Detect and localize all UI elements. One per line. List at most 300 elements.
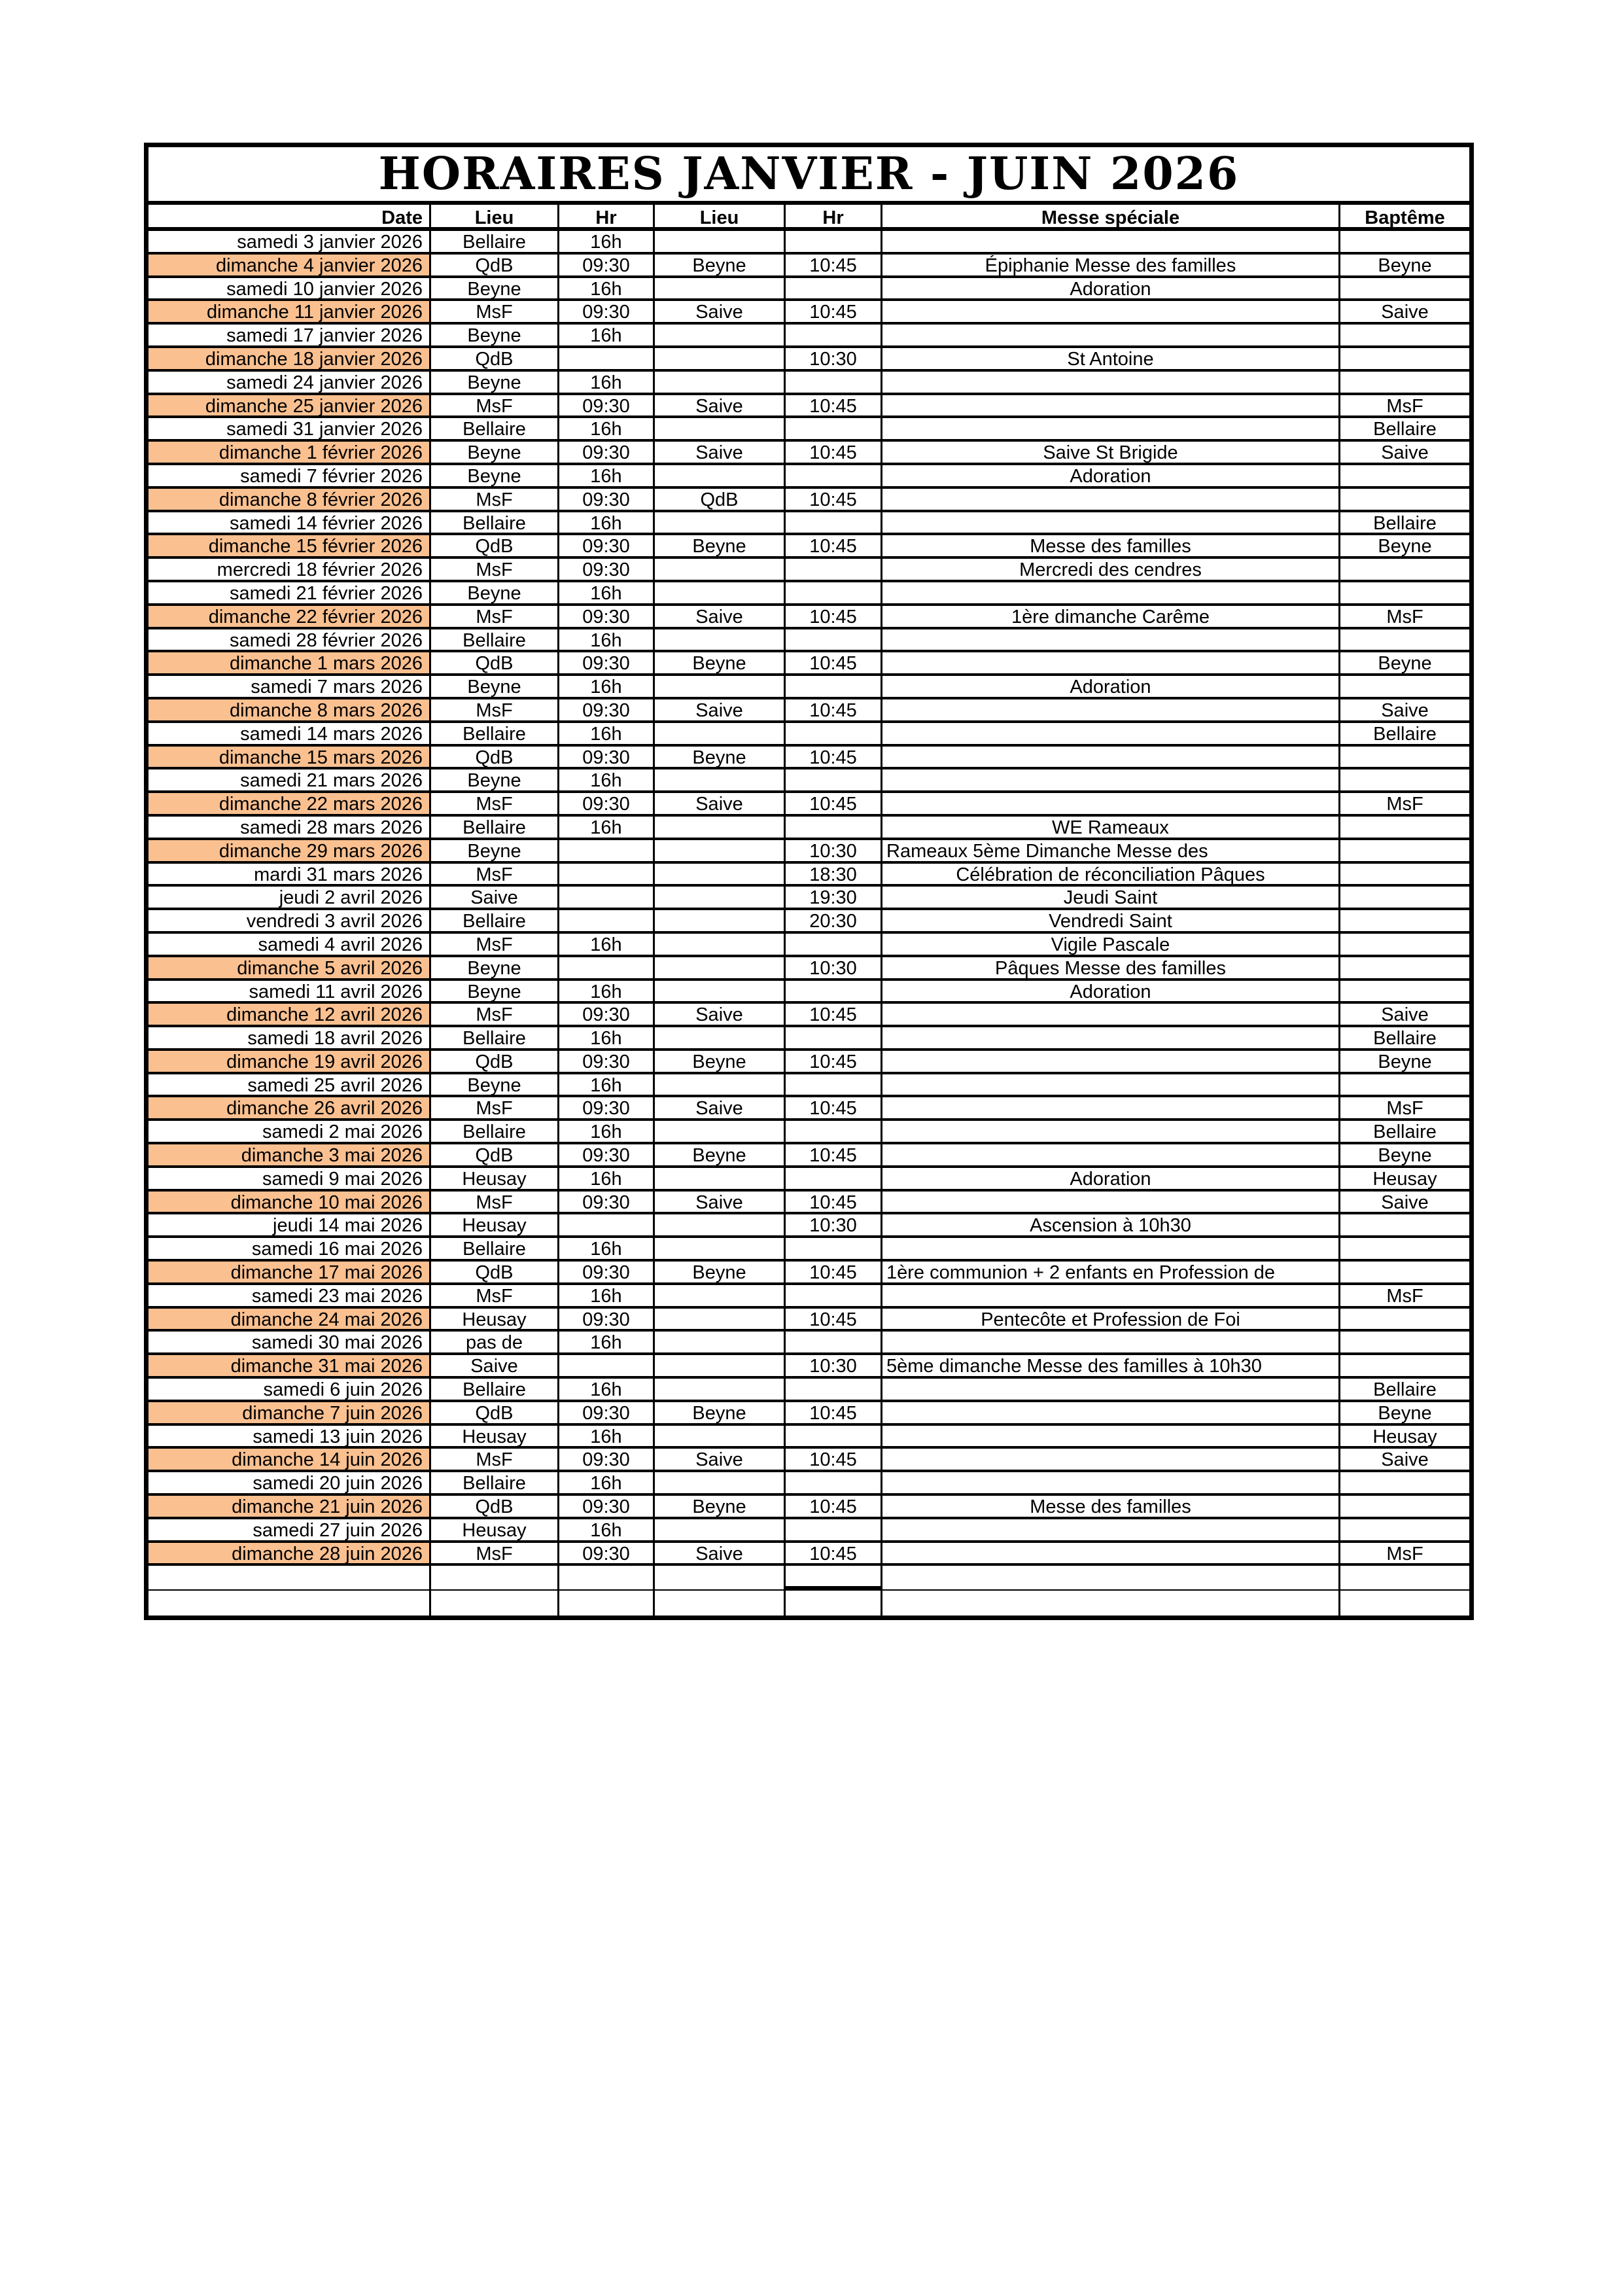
table-row [148, 1496, 1469, 1519]
cell-messe-speciale: Adoration [882, 278, 1340, 299]
cell-lieu-2: Beyne [655, 1402, 786, 1423]
cell-date: dimanche 8 février 2026 [148, 489, 431, 510]
cell-date: dimanche 8 mars 2026 [148, 699, 431, 720]
cell-messe-speciale: St Antoine [882, 348, 1340, 369]
cell-lieu-1: Heusay [431, 1426, 559, 1447]
cell-lieu-1: Bellaire [431, 629, 559, 650]
cell-date: samedi 28 mars 2026 [148, 817, 431, 838]
cell-bapteme: Bellaire [1373, 512, 1437, 533]
cell-hr-2 [786, 582, 882, 603]
cell-messe-speciale [882, 723, 1340, 744]
cell-messe-speciale [882, 582, 1340, 603]
cell-bapteme [1340, 1519, 1469, 1540]
cell-hr-2 [786, 934, 882, 955]
cell-lieu-2 [655, 629, 786, 650]
cell-lieu-1 [431, 1566, 559, 1589]
cell-hr-2 [786, 1519, 882, 1540]
table-row [148, 1051, 1469, 1074]
cell-hr-2: 10:45 [786, 255, 882, 275]
cell-date: samedi 14 février 2026 [148, 512, 431, 533]
cell-bapteme [1340, 769, 1469, 790]
cell-messe-speciale: Vendredi Saint [882, 910, 1340, 931]
header-row [148, 205, 1469, 231]
cell-lieu-2 [655, 1591, 786, 1616]
cell-hr-2 [786, 465, 882, 486]
cell-messe-speciale [882, 489, 1340, 510]
cell-messe-speciale [882, 1004, 1340, 1025]
cell-bapteme [1340, 887, 1469, 908]
cell-lieu-1: Bellaire [431, 817, 559, 838]
cell-hr-1: 16h [559, 629, 655, 650]
cell-hr-2: 10:45 [786, 1496, 882, 1517]
cell-lieu-2 [655, 1332, 786, 1352]
cell-bapteme: Saive [1381, 1192, 1429, 1212]
cell-lieu-1: MsF [431, 1285, 559, 1306]
cell-date: dimanche 12 avril 2026 [148, 1004, 431, 1025]
cell-hr-2 [786, 418, 882, 439]
cell-bapteme [1340, 1262, 1469, 1282]
header-cell-bapteme: Baptême [1365, 207, 1445, 227]
cell-bapteme [1340, 840, 1469, 861]
cell-hr-2 [786, 559, 882, 580]
cell-hr-2 [786, 981, 882, 1002]
cell-lieu-1 [431, 1591, 559, 1616]
cell-lieu-1: Beyne [431, 465, 559, 486]
table-row [148, 747, 1469, 770]
cell-hr-1: 09:30 [559, 1192, 655, 1212]
cell-date: samedi 2 mai 2026 [148, 1121, 431, 1142]
table-row [148, 559, 1469, 582]
cell-messe-speciale: Ascension à 10h30 [882, 1214, 1340, 1235]
cell-hr-1: 09:30 [559, 747, 655, 768]
cell-bapteme: Bellaire [1373, 1122, 1437, 1142]
cell-lieu-2: Saive [655, 1543, 786, 1564]
table-row [148, 1472, 1469, 1496]
cell-messe-speciale [882, 629, 1340, 650]
cell-messe-speciale: Mercredi des cendres [882, 559, 1340, 580]
cell-hr-1: 16h [559, 325, 655, 345]
cell-bapteme: MsF [1386, 1543, 1423, 1564]
cell-lieu-2 [655, 559, 786, 580]
cell-messe-speciale: 1ère communion + 2 enfants en Profession de [882, 1262, 1340, 1282]
cell-messe-speciale [882, 747, 1340, 768]
cell-hr-1: 16h [559, 1472, 655, 1493]
cell-bapteme [1340, 489, 1469, 510]
cell-lieu-2 [655, 465, 786, 486]
cell-hr-2 [786, 1168, 882, 1189]
cell-lieu-1: Saive [431, 887, 559, 908]
cell-messe-speciale [882, 1543, 1340, 1564]
cell-lieu-1: Heusay [431, 1519, 559, 1540]
cell-messe-speciale: WE Rameaux [882, 817, 1340, 838]
cell-bapteme [1340, 1566, 1469, 1589]
cell-lieu-1: Bellaire [431, 418, 559, 439]
cell-hr-2 [786, 1238, 882, 1259]
cell-hr-2: 20:30 [786, 910, 882, 931]
cell-hr-1: 09:30 [559, 606, 655, 627]
cell-messe-speciale [882, 1238, 1340, 1259]
cell-hr-1: 09:30 [559, 489, 655, 510]
cell-lieu-1: MsF [431, 1097, 559, 1118]
table-row [148, 1309, 1469, 1332]
table-row [148, 887, 1469, 910]
cell-messe-speciale: Messe des familles [882, 535, 1340, 556]
cell-hr-1: 09:30 [559, 535, 655, 556]
cell-lieu-2 [655, 1472, 786, 1493]
cell-lieu-1: MsF [431, 1449, 559, 1470]
cell-bapteme: Beyne [1378, 653, 1432, 674]
table-row [148, 1285, 1469, 1309]
cell-messe-speciale: Célébration de réconciliation Pâques [882, 864, 1340, 885]
cell-bapteme: Bellaire [1373, 1379, 1437, 1400]
cell-hr-1: 16h [559, 418, 655, 439]
table-row [148, 278, 1469, 302]
cell-bapteme: MsF [1386, 395, 1423, 416]
cell-lieu-1: pas de [431, 1332, 559, 1352]
cell-date: dimanche 21 juin 2026 [148, 1496, 431, 1517]
cell-lieu-1: QdB [431, 348, 559, 369]
cell-hr-1: 09:30 [559, 301, 655, 322]
table-row [148, 1543, 1469, 1566]
cell-lieu-1: Beyne [431, 582, 559, 603]
table-row [148, 1192, 1469, 1215]
cell-date: samedi 4 avril 2026 [148, 934, 431, 955]
table-row [148, 652, 1469, 676]
cell-hr-2 [786, 1332, 882, 1352]
header-cell-messe-speciale: Messe spéciale [882, 205, 1340, 227]
cell-date: dimanche 10 mai 2026 [148, 1192, 431, 1212]
cell-hr-2 [786, 1074, 882, 1095]
cell-bapteme [1340, 1074, 1469, 1095]
table-row [148, 442, 1469, 465]
cell-hr-2: 19:30 [786, 887, 882, 908]
empty-row [148, 1591, 1469, 1616]
cell-lieu-2 [655, 278, 786, 299]
cell-lieu-1: QdB [431, 652, 559, 673]
table-row [148, 1519, 1469, 1543]
cell-lieu-1: QdB [431, 1144, 559, 1165]
cell-bapteme: Bellaire [1373, 1028, 1437, 1048]
cell-hr-2 [786, 512, 882, 533]
cell-lieu-2 [655, 910, 786, 931]
table-row [148, 582, 1469, 606]
cell-lieu-1: QdB [431, 1496, 559, 1517]
cell-lieu-2 [655, 1074, 786, 1095]
cell-hr-2: 10:45 [786, 1097, 882, 1118]
cell-date: dimanche 1 février 2026 [148, 442, 431, 463]
cell-hr-1: 16h [559, 981, 655, 1002]
table-row [148, 676, 1469, 699]
cell-hr-2: 10:45 [786, 1192, 882, 1212]
cell-bapteme [1340, 1238, 1469, 1259]
table-row [148, 395, 1469, 419]
cell-lieu-2: Saive [655, 442, 786, 463]
cell-lieu-1: MsF [431, 864, 559, 885]
table-row [148, 418, 1469, 442]
cell-lieu-2: Saive [655, 699, 786, 720]
cell-hr-1: 09:30 [559, 395, 655, 416]
cell-bapteme: Saive [1381, 302, 1429, 323]
table-row [148, 1262, 1469, 1285]
cell-hr-2 [786, 1472, 882, 1493]
cell-lieu-2 [655, 1519, 786, 1540]
cell-hr-2: 10:45 [786, 1309, 882, 1330]
cell-hr-1: 09:30 [559, 559, 655, 580]
table-row [148, 1144, 1469, 1168]
cell-lieu-2: Beyne [655, 1496, 786, 1517]
cell-bapteme [1340, 1591, 1469, 1616]
page-title: HORAIRES JANVIER - JUIN 2026 [148, 147, 1469, 205]
cell-bapteme [1340, 817, 1469, 838]
cell-bapteme: Beyne [1378, 255, 1432, 275]
cell-hr-1 [559, 887, 655, 908]
cell-hr-1: 09:30 [559, 793, 655, 814]
cell-date: dimanche 26 avril 2026 [148, 1097, 431, 1118]
cell-hr-2 [786, 231, 882, 252]
cell-date: samedi 21 mars 2026 [148, 769, 431, 790]
cell-lieu-1: MsF [431, 793, 559, 814]
cell-hr-1: 16h [559, 676, 655, 697]
cell-date: dimanche 11 janvier 2026 [148, 301, 431, 322]
cell-messe-speciale: Adoration [882, 981, 1340, 1002]
cell-messe-speciale: Épiphanie Messe des familles [882, 255, 1340, 275]
cell-hr-2: 10:45 [786, 1262, 882, 1282]
table-row [148, 1214, 1469, 1238]
table-row [148, 489, 1469, 512]
cell-bapteme: MsF [1386, 606, 1423, 627]
cell-date: samedi 3 janvier 2026 [148, 231, 431, 252]
cell-messe-speciale: Rameaux 5ème Dimanche Messe des [882, 840, 1340, 861]
cell-lieu-1: MsF [431, 1192, 559, 1212]
cell-lieu-2 [655, 1355, 786, 1376]
cell-lieu-1: Heusay [431, 1214, 559, 1235]
table-row [148, 1027, 1469, 1051]
cell-lieu-1: Bellaire [431, 1121, 559, 1142]
cell-hr-2: 10:45 [786, 1004, 882, 1025]
cell-lieu-1: Bellaire [431, 1027, 559, 1048]
cell-lieu-1: MsF [431, 559, 559, 580]
cell-lieu-2 [655, 887, 786, 908]
cell-hr-1: 16h [559, 1285, 655, 1306]
cell-hr-1: 16h [559, 769, 655, 790]
table-row [148, 535, 1469, 559]
cell-date: dimanche 15 février 2026 [148, 535, 431, 556]
header-cell-hr-2: Hr [786, 205, 882, 227]
cell-bapteme: Beyne [1378, 1051, 1432, 1072]
table-row [148, 957, 1469, 981]
cell-hr-1 [559, 1214, 655, 1235]
cell-bapteme [1340, 957, 1469, 978]
cell-hr-1: 16h [559, 1379, 655, 1400]
cell-lieu-1: Beyne [431, 1074, 559, 1095]
cell-lieu-2 [655, 231, 786, 252]
cell-messe-speciale: Vigile Pascale [882, 934, 1340, 955]
cell-hr-1: 16h [559, 372, 655, 393]
table-row [148, 372, 1469, 395]
cell-bapteme [1340, 1355, 1469, 1376]
cell-hr-1: 16h [559, 231, 655, 252]
cell-hr-1 [559, 1355, 655, 1376]
cell-date: samedi 6 juin 2026 [148, 1379, 431, 1400]
cell-bapteme [1340, 1472, 1469, 1493]
cell-messe-speciale [882, 652, 1340, 673]
cell-lieu-1: MsF [431, 301, 559, 322]
table-row [148, 1379, 1469, 1402]
cell-lieu-1: Bellaire [431, 910, 559, 931]
cell-date: jeudi 14 mai 2026 [148, 1214, 431, 1235]
cell-date [148, 1591, 431, 1616]
cell-hr-1: 16h [559, 1074, 655, 1095]
cell-messe-speciale [882, 1027, 1340, 1048]
cell-lieu-1: Bellaire [431, 512, 559, 533]
table-row [148, 629, 1469, 653]
cell-hr-2: 10:45 [786, 395, 882, 416]
cell-hr-1: 16h [559, 278, 655, 299]
header-cell-date: Date [148, 205, 431, 227]
cell-date: dimanche 22 février 2026 [148, 606, 431, 627]
cell-messe-speciale [882, 512, 1340, 533]
cell-lieu-1: QdB [431, 255, 559, 275]
cell-lieu-1: Saive [431, 1355, 559, 1376]
cell-lieu-1: Beyne [431, 981, 559, 1002]
cell-date: samedi 27 juin 2026 [148, 1519, 431, 1540]
cell-date: dimanche 5 avril 2026 [148, 957, 431, 978]
table-row [148, 1004, 1469, 1027]
cell-lieu-2 [655, 582, 786, 603]
cell-date: samedi 14 mars 2026 [148, 723, 431, 744]
cell-bapteme: Saive [1381, 699, 1429, 720]
cell-lieu-2 [655, 1214, 786, 1235]
cell-date: samedi 10 janvier 2026 [148, 278, 431, 299]
cell-hr-2 [786, 723, 882, 744]
cell-hr-1: 09:30 [559, 255, 655, 275]
cell-messe-speciale [882, 1449, 1340, 1470]
table-row [148, 864, 1469, 887]
cell-hr-1: 16h [559, 934, 655, 955]
cell-lieu-1: MsF [431, 699, 559, 720]
table-row [148, 1097, 1469, 1121]
cell-hr-1: 16h [559, 512, 655, 533]
cell-hr-1 [559, 1591, 655, 1616]
cell-lieu-1: Bellaire [431, 1472, 559, 1493]
cell-bapteme: MsF [1386, 1285, 1423, 1306]
cell-hr-1 [559, 864, 655, 885]
cell-lieu-2: Beyne [655, 535, 786, 556]
cell-hr-2 [786, 1121, 882, 1142]
cell-bapteme [1340, 465, 1469, 486]
cell-lieu-1: Beyne [431, 840, 559, 861]
cell-lieu-2: Beyne [655, 1144, 786, 1165]
header-cell-lieu-1: Lieu [431, 205, 559, 227]
cell-hr-1: 09:30 [559, 1402, 655, 1423]
cell-messe-speciale: Saive St Brigide [882, 442, 1340, 463]
cell-hr-1: 16h [559, 582, 655, 603]
cell-lieu-2 [655, 1027, 786, 1048]
cell-lieu-1: Beyne [431, 278, 559, 299]
cell-lieu-2 [655, 1168, 786, 1189]
table-row [148, 1426, 1469, 1449]
cell-lieu-2 [655, 840, 786, 861]
cell-lieu-1: QdB [431, 747, 559, 768]
cell-bapteme: Bellaire [1373, 419, 1437, 440]
cell-bapteme [1340, 1309, 1469, 1330]
table-row [148, 934, 1469, 957]
cell-hr-1 [559, 840, 655, 861]
table-row [148, 1074, 1469, 1098]
cell-date: samedi 21 février 2026 [148, 582, 431, 603]
header-cell-hr-1: Hr [559, 205, 655, 227]
cell-lieu-2: Saive [655, 793, 786, 814]
cell-date: samedi 20 juin 2026 [148, 1472, 431, 1493]
cell-lieu-2 [655, 934, 786, 955]
cell-date: samedi 7 février 2026 [148, 465, 431, 486]
cell-lieu-1: MsF [431, 1543, 559, 1564]
cell-hr-1: 09:30 [559, 442, 655, 463]
cell-messe-speciale [882, 769, 1340, 790]
cell-messe-speciale: Pâques Messe des familles [882, 957, 1340, 978]
table-row [148, 1332, 1469, 1355]
cell-date: dimanche 24 mai 2026 [148, 1309, 431, 1330]
cell-lieu-1: MsF [431, 1004, 559, 1025]
table-row [148, 699, 1469, 723]
cell-lieu-2 [655, 348, 786, 369]
cell-hr-1: 09:30 [559, 1449, 655, 1470]
cell-messe-speciale: Pentecôte et Profession de Foi [882, 1309, 1340, 1330]
cell-lieu-2: Beyne [655, 1262, 786, 1282]
cell-messe-speciale [882, 699, 1340, 720]
cell-bapteme [1340, 582, 1469, 603]
cell-lieu-2: Saive [655, 1004, 786, 1025]
cell-messe-speciale [882, 325, 1340, 345]
cell-date: samedi 18 avril 2026 [148, 1027, 431, 1048]
cell-messe-speciale: 1ère dimanche Carême [882, 606, 1340, 627]
cell-hr-2: 10:30 [786, 840, 882, 861]
cell-lieu-1: Heusay [431, 1309, 559, 1330]
cell-lieu-1: MsF [431, 934, 559, 955]
cell-lieu-1: MsF [431, 395, 559, 416]
cell-bapteme [1340, 1214, 1469, 1235]
cell-messe-speciale [882, 1144, 1340, 1165]
cell-date: vendredi 3 avril 2026 [148, 910, 431, 931]
cell-hr-2 [786, 372, 882, 393]
cell-hr-1: 16h [559, 1332, 655, 1352]
cell-hr-2 [786, 769, 882, 790]
cell-lieu-2: Beyne [655, 747, 786, 768]
cell-hr-2 [786, 676, 882, 697]
cell-date: samedi 25 avril 2026 [148, 1074, 431, 1095]
cell-date: dimanche 15 mars 2026 [148, 747, 431, 768]
cell-date: samedi 16 mai 2026 [148, 1238, 431, 1259]
cell-messe-speciale [882, 301, 1340, 322]
cell-bapteme: Beyne [1378, 1402, 1432, 1423]
cell-bapteme [1340, 372, 1469, 393]
table-row [148, 840, 1469, 864]
table-row [148, 231, 1469, 255]
cell-hr-2: 10:30 [786, 1214, 882, 1235]
cell-lieu-1: Beyne [431, 957, 559, 978]
table-row [148, 325, 1469, 348]
cell-lieu-1: Beyne [431, 676, 559, 697]
cell-messe-speciale: Messe des familles [882, 1496, 1340, 1517]
table-row [148, 512, 1469, 536]
cell-messe-speciale: Adoration [882, 1168, 1340, 1189]
cell-date: dimanche 18 janvier 2026 [148, 348, 431, 369]
cell-lieu-1: Heusay [431, 1168, 559, 1189]
cell-messe-speciale [882, 1591, 1340, 1616]
cell-messe-speciale [882, 1472, 1340, 1493]
cell-lieu-2 [655, 1379, 786, 1400]
cell-hr-2: 10:45 [786, 1543, 882, 1564]
